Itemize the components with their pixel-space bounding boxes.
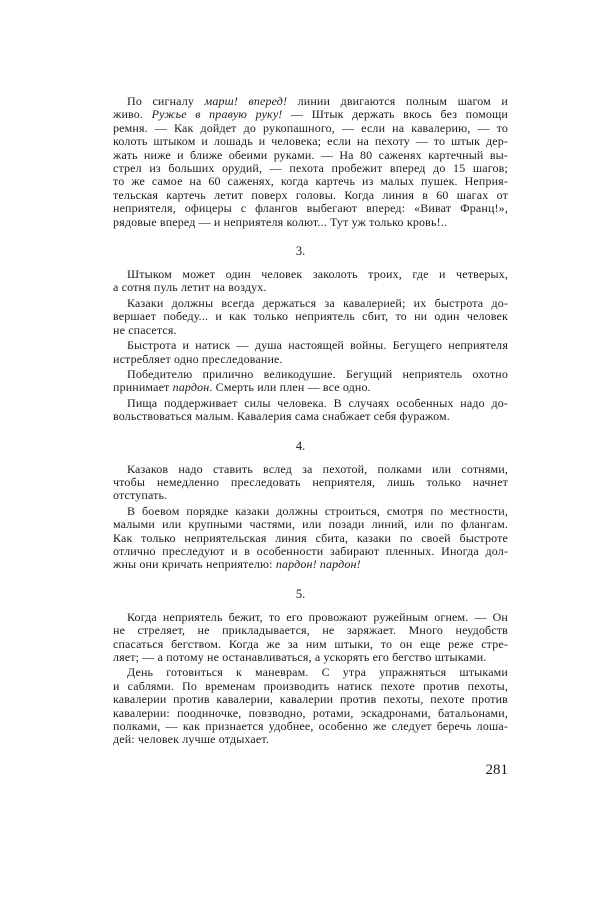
text-line (113, 108, 508, 121)
text: и саблями. По временам производить натиск пехоте против пехоты, (113, 678, 508, 693)
text: линии двигаются полным шагом и (287, 94, 508, 108)
text-line (113, 381, 508, 394)
paragraph (113, 397, 508, 424)
text: стрел из больших орудий, — пехота пробежит вперед до 15 шагов; (113, 161, 508, 176)
paragraph (113, 95, 508, 229)
paragraph (113, 611, 508, 665)
text: В боевом порядке казаки должны строиться, смотря по местности, (127, 503, 508, 518)
text: Пища поддерживает силы человека. В случаях особенных надо до- (127, 395, 508, 410)
text: чтобы немедленно преследовать неприятеля, лишь только начнет (113, 474, 508, 489)
text: живо. (113, 107, 152, 122)
text-line (113, 310, 508, 323)
section-5 (113, 611, 508, 747)
section-heading-5: 5. (295, 586, 306, 601)
text: кавалерии против кавалерии, кавалерии против пехоты, пехоте против (113, 692, 508, 707)
text-line (113, 693, 508, 706)
text-line (113, 532, 508, 545)
text-line (113, 353, 508, 366)
page-number: 281 (485, 761, 508, 778)
text-line (113, 680, 508, 693)
text: полками, — как признается удобнее, особенно же следует беречь лоша- (113, 719, 508, 734)
text-line (113, 666, 508, 679)
text: отступать. (113, 488, 168, 503)
text: . Смерть или плен — все одно. (209, 380, 371, 395)
text: — Штык держать вкось без помощи (282, 107, 508, 122)
text-line (113, 558, 508, 571)
text-line (113, 733, 508, 746)
text: малыми или крупными частями, или позади линий, или по флангам. (113, 517, 508, 532)
text-line (113, 339, 508, 352)
text: вольствоваться малым. Кавалерия сама снабжает себя фуражом. (113, 409, 450, 424)
text: Казаков надо ставить вслед за пехотой, полками или сотнями, (127, 461, 508, 476)
text: дей: человек лучше отдыхает. (113, 732, 270, 747)
paragraph (113, 463, 508, 503)
text-line (113, 397, 508, 410)
text: принимает (113, 380, 173, 395)
text-line (113, 95, 508, 108)
paragraph (113, 505, 508, 572)
text: рядовые вперед — и неприятеля колют... Тут уж только кровь!.. (113, 214, 448, 229)
section-intro (113, 95, 508, 229)
text-line (113, 135, 508, 148)
text: жать ниже и ближе обеими руками. — На 80 саженях картечный вы- (113, 147, 508, 162)
text: не спасется. (113, 322, 177, 337)
text: спасаться бегством. Когда же за ним штыки, то он еще реже стре- (113, 636, 508, 651)
section-heading-4: 4. (295, 438, 306, 453)
text: Как только неприятельская линия сбита, казаки по своей быстроте (113, 530, 508, 545)
text-line (113, 324, 508, 337)
text-line (113, 410, 508, 423)
paragraph (113, 268, 508, 295)
text-line (113, 202, 508, 215)
text-line (113, 707, 508, 720)
text: колоть штыком и лошадь и человека; если на пехоту — то штык дер- (113, 134, 508, 149)
text-line (113, 624, 508, 637)
italic-text: пардон (172, 380, 210, 395)
text-line (113, 476, 508, 489)
text-line (113, 463, 508, 476)
text: Когда неприятель бежит, то его провожают ружейным огнем. — Он (127, 609, 508, 624)
text-line (113, 162, 508, 175)
text-line (113, 518, 508, 531)
text-line (113, 281, 508, 294)
text-line (113, 368, 508, 381)
text: отлично преследуют и в особенности забирают пленных. Иногда дол- (113, 543, 508, 558)
italic-text: Ружье в правую руку! (151, 107, 283, 122)
text-line (113, 122, 508, 135)
section-3 (113, 268, 508, 423)
text-line (113, 638, 508, 651)
paragraph (113, 666, 508, 746)
text: а сотня пуль летит на воздух. (113, 280, 267, 295)
text-line (113, 268, 508, 281)
text: ремня. — Как дойдет до рукопашного, — если на кавалерию, — то (113, 120, 508, 135)
italic-text: марш! вперед! (204, 94, 288, 108)
text: тельская картечь летит поверх головы. Когда линия в 60 шагах от (113, 187, 508, 202)
text-line (113, 505, 508, 518)
text-line (113, 611, 508, 624)
paragraph (113, 339, 508, 366)
text: не стреляет, не прикладывается, не заряжает. Много неудобств (113, 623, 508, 638)
text-line (113, 149, 508, 162)
italic-text: пардон! пардон! (275, 557, 361, 572)
text-line (113, 489, 508, 502)
text: День готовиться к маневрам. С утра упражняться штыками (127, 665, 508, 680)
text: кавалерии: поодиночке, повзводно, ротами, эскадронами, батальонами, (113, 705, 508, 720)
text: По сигналу (127, 94, 205, 108)
text: Быстрота и натиск — душа настоящей войны. Бегущего неприятеля (127, 338, 508, 353)
text: неприятеля, офицеры с флангов выбегают вперед: «Виват Франц!», (113, 201, 508, 216)
text-line (113, 651, 508, 664)
text: то же самое на 60 саженях, когда картечь из малых пушек. Неприя- (113, 174, 508, 189)
text: вершает победу... и как только неприятель сбит, то ни один человек (113, 309, 508, 324)
text-line (113, 297, 508, 310)
text-line (113, 720, 508, 733)
section-heading-3: 3. (295, 244, 306, 259)
paragraph (113, 368, 508, 395)
paragraph (113, 297, 508, 337)
text-line (113, 216, 508, 229)
text: Штыком может один человек заколоть троих, где и четверых, (127, 267, 508, 282)
text: Казаки должны всегда держаться за кавалерией; их быстрота до- (127, 295, 508, 310)
text: ляет; — а потому не останавливаться, а ускорять его бегство штыками. (113, 650, 487, 664)
text-line (113, 175, 508, 188)
text: истребляет одно преследование. (113, 351, 283, 366)
text: жны они кричать неприятелю: (113, 557, 276, 572)
text-line (113, 189, 508, 202)
text: Победителю прилично великодушие. Бегущий неприятель охотно (127, 366, 508, 381)
text-line (113, 545, 508, 558)
section-4 (113, 463, 508, 572)
